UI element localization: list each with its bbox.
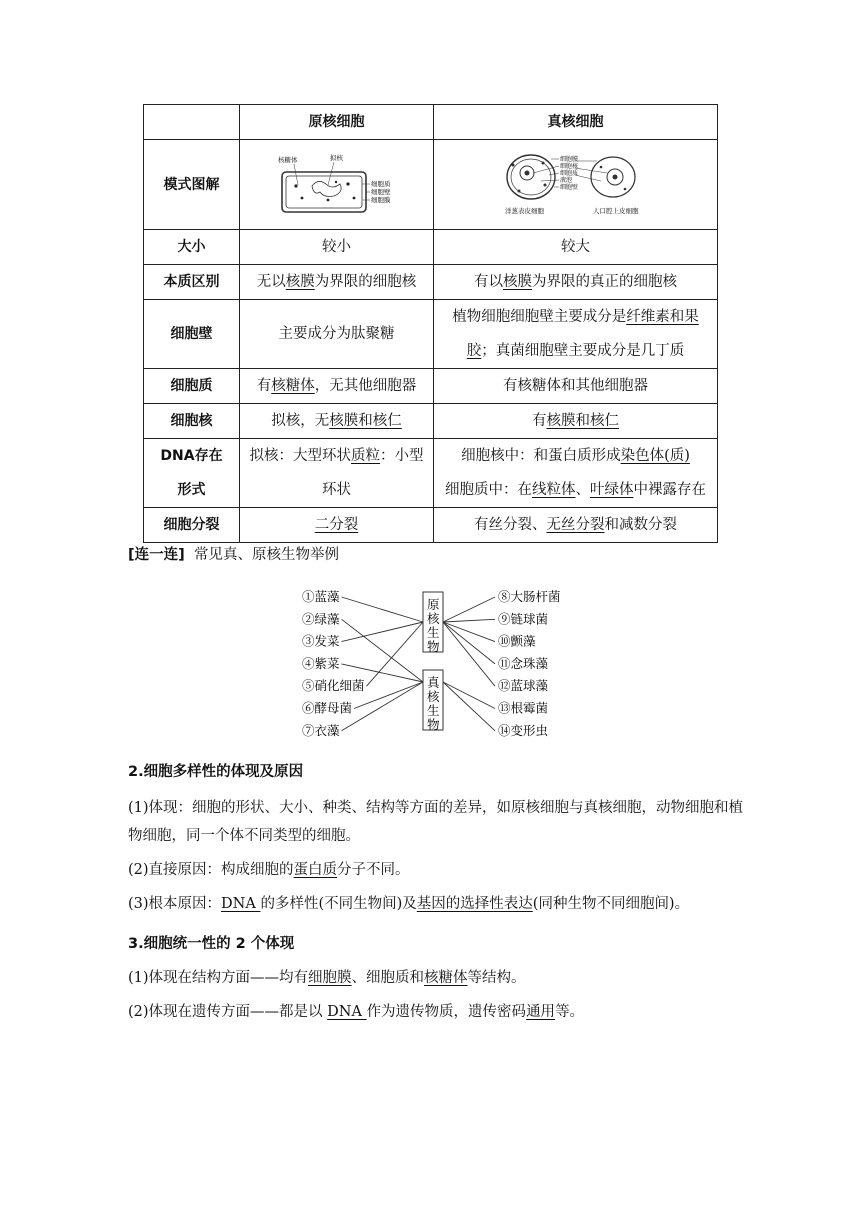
svg-text:细胞膜: 细胞膜 (370, 195, 390, 204)
svg-text:核糖体: 核糖体 (277, 155, 297, 164)
cell-eukaryote: 植物细胞细胞壁主要成分是纤维素和果 胶；真菌细胞壁主要成分是几丁质 (434, 300, 718, 369)
matching-exercise-heading (128, 543, 339, 564)
cell-prokaryote: 主要成分为肽聚糖 (240, 300, 434, 369)
comparison-table (143, 104, 718, 543)
table-row (144, 140, 718, 230)
row-label: 模式图解 (144, 140, 240, 230)
link-line (443, 682, 495, 731)
section-3-p1: (1)体现在结构方面——均有细胞膜、细胞质和核糖体等结构。 (128, 970, 526, 986)
section-2-p3: (3)根本原因：DNA 的多样性(不同生物间)及基因的选择性表达(同种生物不同细胞间)。 (128, 896, 690, 912)
header-prokaryote: 原核细胞 (240, 105, 434, 140)
section-2-p2: (2)直接原因：构成细胞的蛋白质分子不同。 (128, 862, 410, 878)
left-organism-label: ②绿藻 (302, 611, 340, 627)
box-character: 物 (427, 717, 440, 732)
svg-text:细胞壁: 细胞壁 (559, 183, 578, 191)
cell-prokaryote: 较小 (240, 230, 434, 265)
section-2 (128, 758, 748, 918)
left-organism-label: ③发菜 (302, 633, 340, 649)
cell-prokaryote: 二分裂 (240, 508, 434, 543)
organism-matching-diagram (290, 582, 570, 742)
right-organism-label: ⑬根霉菌 (498, 700, 549, 716)
svg-text:人口腔上皮细胞: 人口腔上皮细胞 (592, 206, 638, 215)
cell-prokaryote: 无以核膜为界限的细胞核 (240, 265, 434, 300)
section-2-p1: (1)体现：细胞的形状、大小、种类、结构等方面的差异，如原核细胞与真核细胞，动物细胞和植物细胞，同一个体不同类型的细胞。 (128, 800, 744, 844)
svg-text:细胞壁: 细胞壁 (370, 187, 390, 196)
link-line (443, 622, 495, 664)
table-header-row (144, 105, 718, 140)
svg-text:液泡: 液泡 (559, 176, 572, 184)
table-row (144, 230, 718, 265)
right-organism-label: ⑭变形虫 (498, 722, 549, 738)
right-organism-label: ⑩颤藻 (498, 633, 536, 649)
table-row (144, 439, 718, 508)
box-character: 物 (427, 639, 440, 654)
cell-prokaryote: 有核糖体，无其他细胞器 (240, 369, 434, 404)
cell-eukaryote: 有以核膜为界限的真正的细胞核 (434, 265, 718, 300)
link-line (443, 682, 495, 709)
link-line (443, 597, 495, 622)
link-line (342, 597, 424, 622)
row-label: 细胞核 (144, 404, 240, 439)
table-row (144, 508, 718, 543)
box-character: 生 (427, 625, 440, 640)
left-organism-label: ⑥酵母菌 (302, 700, 353, 716)
table-row (144, 265, 718, 300)
cell-eukaryote: 有丝分裂、无丝分裂和减数分裂 (434, 508, 718, 543)
cell-eukaryote: 有核膜和核仁 (434, 404, 718, 439)
right-organism-label: ⑨链球菌 (498, 611, 549, 627)
svg-text:细胞质: 细胞质 (370, 179, 390, 188)
left-organism-label: ④紫菜 (302, 655, 340, 671)
eukaryote-diagram (434, 140, 718, 230)
section-3 (128, 930, 748, 1026)
table-row (144, 404, 718, 439)
svg-text:洋葱表皮细胞: 洋葱表皮细胞 (504, 206, 544, 215)
box-character: 真 (427, 675, 440, 690)
header-empty (144, 105, 240, 140)
right-organism-label: ⑪念珠藻 (498, 655, 549, 671)
prokaryote-diagram (240, 140, 434, 230)
right-organism-label: ⑫蓝球藻 (498, 678, 549, 694)
row-label: 大小 (144, 230, 240, 265)
box-character: 核 (427, 611, 440, 626)
right-organism-label: ⑧大肠杆菌 (498, 589, 561, 604)
cell-prokaryote: 拟核：大型环状质粒：小型环状 (240, 439, 434, 508)
cell-eukaryote: 较大 (434, 230, 718, 265)
section-3-p2: (2)体现在遗传方面——都是以 DNA 作为遗传物质，遗传密码通用等。 (128, 1004, 585, 1020)
row-label: 细胞壁 (144, 300, 240, 369)
row-label: 本质区别 (144, 265, 240, 300)
link-line (443, 619, 495, 622)
cell-eukaryote: 有核糖体和其他细胞器 (434, 369, 718, 404)
box-character: 原 (427, 597, 440, 612)
section-2-title: 2.细胞多样性的体现及原因 (128, 764, 304, 780)
header-eukaryote: 真核细胞 (434, 105, 718, 140)
svg-text:拟核: 拟核 (329, 153, 343, 162)
row-label: 细胞质 (144, 369, 240, 404)
svg-text:细胞核: 细胞核 (559, 162, 578, 170)
box-character: 核 (427, 689, 440, 704)
eukaryote-cell-figure (501, 149, 651, 221)
prokaryote-cell-figure (272, 152, 402, 218)
section-3-title: 3.细胞统一性的 2 个体现 (128, 936, 295, 952)
box-character: 生 (427, 703, 440, 718)
left-organism-label: ⑦衣藻 (302, 722, 340, 738)
exercise-tag: [连一连] (128, 547, 185, 563)
row-label: DNA存在形式 (144, 439, 240, 508)
exercise-title: 常见真、原核生物举例 (193, 547, 339, 563)
svg-text:细胞质: 细胞质 (559, 169, 578, 177)
cell-prokaryote: 拟核，无核膜和核仁 (240, 404, 434, 439)
link-line (367, 622, 424, 686)
table-row (144, 369, 718, 404)
left-organism-label: ⑤硝化细菌 (302, 678, 365, 694)
link-line (342, 622, 424, 642)
row-label: 细胞分裂 (144, 508, 240, 543)
left-organism-label: ①蓝藻 (302, 589, 340, 604)
svg-text:细胞膜: 细胞膜 (559, 155, 578, 163)
table-row (144, 300, 718, 369)
cell-eukaryote: 细胞核中：和蛋白质形成染色体(质) 细胞质中：在线粒体、叶绿体中裸露存在 (434, 439, 718, 508)
